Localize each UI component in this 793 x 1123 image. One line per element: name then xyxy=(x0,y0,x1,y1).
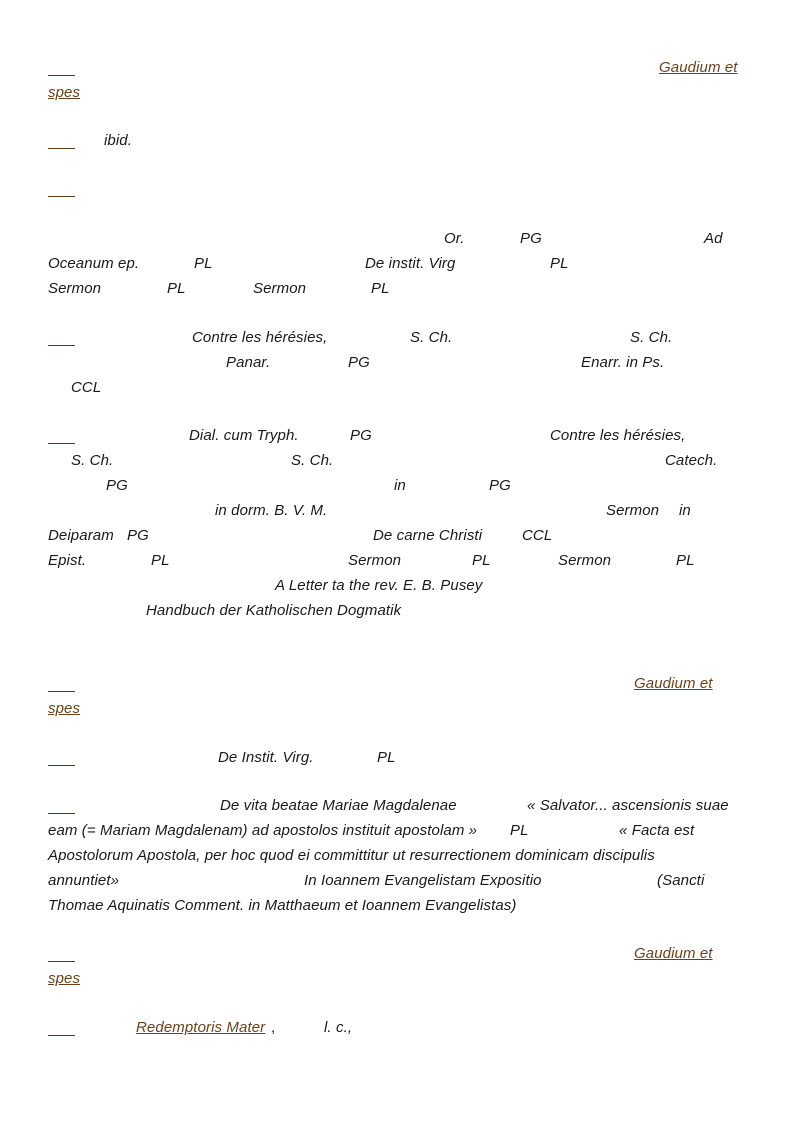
note5-contre: Contre les hérésies, xyxy=(192,329,328,346)
note8-de-instit: De Instit. Virg. xyxy=(218,749,314,766)
gaudium-et-spes-link-1[interactable]: Gaudium et xyxy=(659,59,738,76)
footnote-marker-9[interactable] xyxy=(48,813,75,814)
gaudium-et-spes-link-2-cont[interactable]: spes xyxy=(48,700,81,717)
note6-pg-3: PG xyxy=(489,477,511,494)
note6-pl-3: PL xyxy=(676,552,695,569)
note9-in-ioannem: In Ioannem Evangelistam Expositio xyxy=(304,872,542,889)
note6-handbuch: Handbuch der Katholischen Dogmatik xyxy=(146,602,402,619)
note6-sermon-1: Sermon xyxy=(606,502,660,519)
note9-eam: eam (= Mariam Magdalenam) ad apostolos instituit apostolam » xyxy=(48,822,478,839)
redemptoris-mater-link[interactable]: Redemptoris Mater xyxy=(136,1019,266,1036)
note9-thomae: Thomae Aquinatis Comment. in Matthaeum et Ioannem Evangelistas) xyxy=(48,897,517,914)
note4-pl-2: PL xyxy=(550,255,569,272)
note6-de-carne: De carne Christi xyxy=(373,527,483,544)
note4-pl-3: PL xyxy=(167,280,186,297)
footnote-marker-10[interactable] xyxy=(48,961,75,962)
note4-or: Or. xyxy=(444,230,465,247)
footnote-marker-11[interactable] xyxy=(48,1035,75,1036)
note6-sermon-3: Sermon xyxy=(558,552,612,569)
note9-facta: « Facta est xyxy=(619,822,695,839)
note5-ccl: CCL xyxy=(71,379,102,396)
gaudium-et-spes-link-3-cont[interactable]: spes xyxy=(48,970,81,987)
note6-sermon-2: Sermon xyxy=(348,552,402,569)
footnote-marker-1[interactable] xyxy=(48,75,75,76)
note9-de-vita: De vita beatae Mariae Magdalenae xyxy=(220,797,457,814)
note6-pl-2: PL xyxy=(472,552,491,569)
note5-pg: PG xyxy=(348,354,370,371)
gaudium-et-spes-link-1-cont[interactable]: spes xyxy=(48,84,81,101)
gaudium-et-spes-link-3[interactable]: Gaudium et xyxy=(634,945,713,962)
note6-sch-1: S. Ch. xyxy=(71,452,114,469)
note6-pg-4: PG xyxy=(127,527,149,544)
note9-salvator: « Salvator... ascensionis suae xyxy=(527,797,729,814)
note6-in-1: in xyxy=(394,477,406,494)
footnote-marker-3[interactable] xyxy=(48,196,75,197)
note5-sch-2: S. Ch. xyxy=(630,329,673,346)
note9-pl: PL xyxy=(510,822,529,839)
note4-pg: PG xyxy=(520,230,542,247)
note6-sch-2: S. Ch. xyxy=(291,452,334,469)
note9-apostolorum: Apostolorum Apostola, per hoc quod ei committitur ut resurrectionem dominicam discipulis xyxy=(48,847,655,864)
footnote-marker-6[interactable] xyxy=(48,443,75,444)
note6-epist: Epist. xyxy=(48,552,87,569)
redemptoris-comma: , xyxy=(271,1019,276,1036)
note4-pl-1: PL xyxy=(194,255,213,272)
note4-de-instit: De instit. Virg xyxy=(365,255,456,272)
note6-deiparam: Deiparam xyxy=(48,527,114,544)
gaudium-et-spes-link-2[interactable]: Gaudium et xyxy=(634,675,713,692)
note8-pl: PL xyxy=(377,749,396,766)
note4-sermon-1: Sermon xyxy=(48,280,102,297)
note4-sermon-2: Sermon xyxy=(253,280,307,297)
note6-in-2: in xyxy=(679,502,691,519)
footnote-marker-2[interactable] xyxy=(48,148,75,149)
footnote-marker-5[interactable] xyxy=(48,345,75,346)
note6-pg-1: PG xyxy=(350,427,372,444)
footnote-marker-8[interactable] xyxy=(48,765,75,766)
note6-catech: Catech. xyxy=(665,452,718,469)
note6-dial: Dial. cum Tryph. xyxy=(189,427,299,444)
note6-letter: A Letter ta the rev. E. B. Pusey xyxy=(275,577,483,594)
note6-pl-1: PL xyxy=(151,552,170,569)
note6-in-dorm: in dorm. B. V. M. xyxy=(215,502,328,519)
note5-sch-1: S. Ch. xyxy=(410,329,453,346)
note9-sancti: (Sancti xyxy=(657,872,705,889)
footnote-marker-7[interactable] xyxy=(48,691,75,692)
note11-lc: l. c., xyxy=(324,1019,353,1036)
note6-contre: Contre les hérésies, xyxy=(550,427,686,444)
note5-panar: Panar. xyxy=(226,354,271,371)
note4-oceanum: Oceanum ep. xyxy=(48,255,140,272)
note9-annuntiet: annuntiet» xyxy=(48,872,120,889)
note4-ad: Ad xyxy=(704,230,723,247)
note6-pg-2: PG xyxy=(106,477,128,494)
note4-pl-4: PL xyxy=(371,280,390,297)
note5-enarr: Enarr. in Ps. xyxy=(581,354,665,371)
ibid-text: ibid. xyxy=(104,132,133,149)
note6-ccl: CCL xyxy=(522,527,553,544)
